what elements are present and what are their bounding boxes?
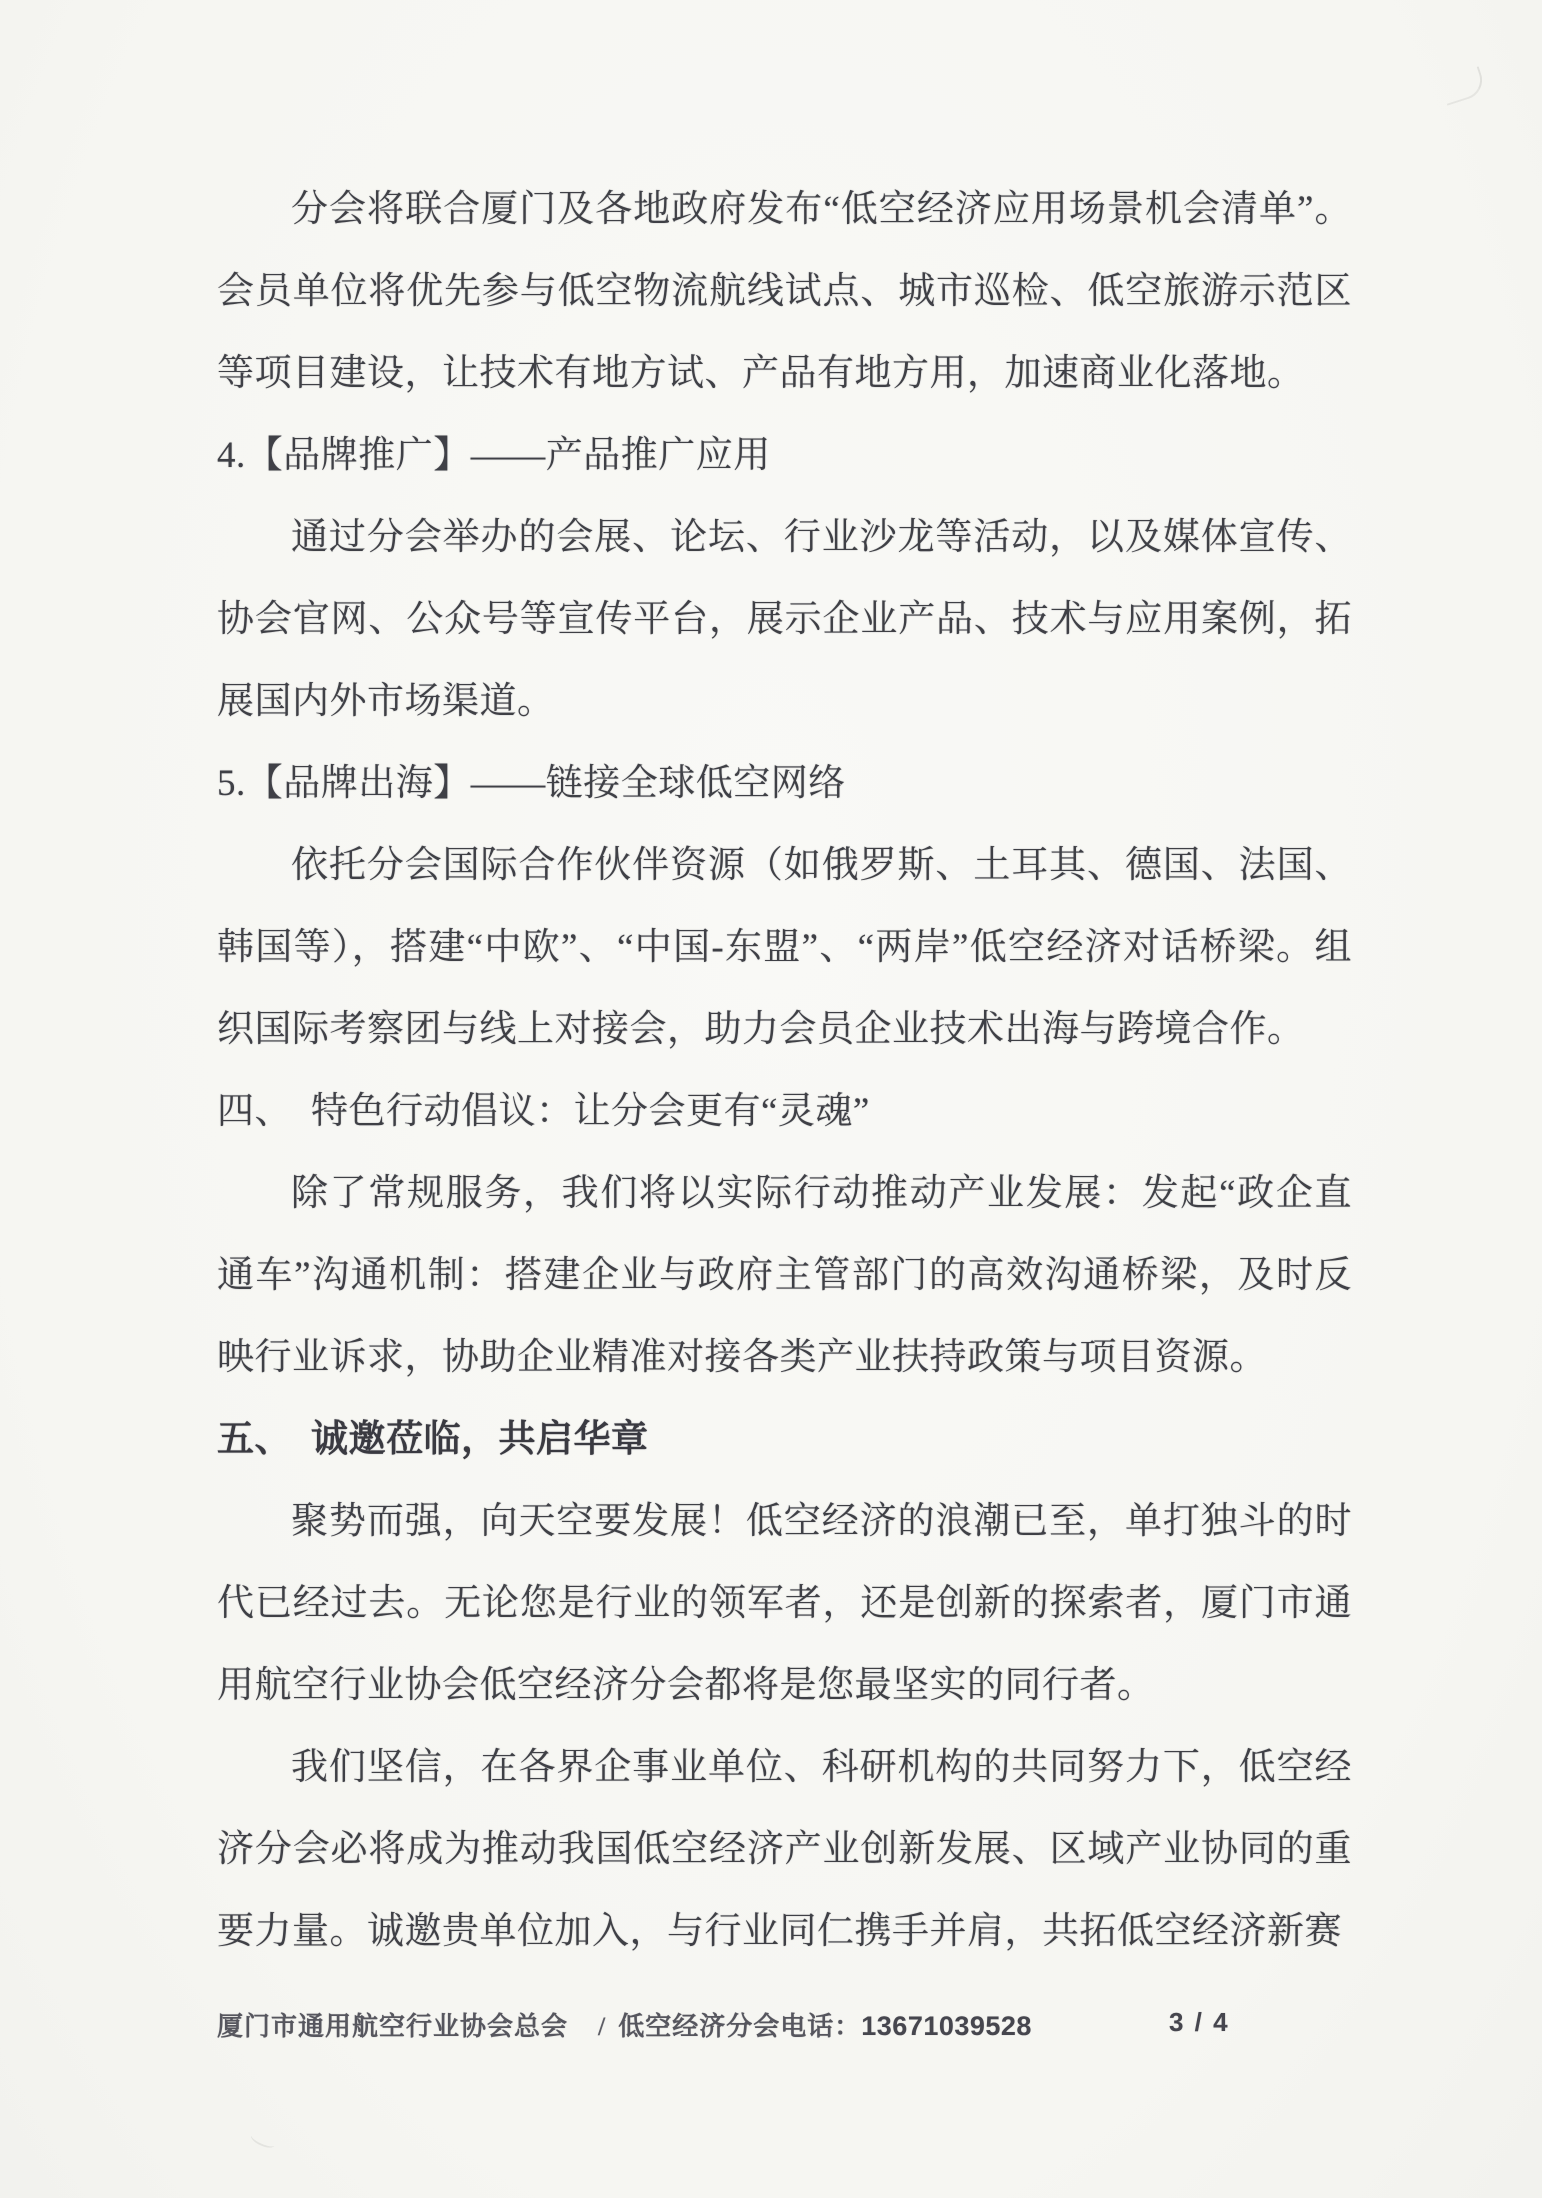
page-number-indicator: 3 / 4 [1169,2007,1230,2037]
heading-special-actions: 四、 特色行动倡议：让分会更有“灵魂” [217,1091,870,1132]
page-footer [217,2006,1387,2050]
scan-smudge-artifact [249,2129,278,2151]
paragraph-brand-promotion: 通过分会举办的会展、论坛、行业沙龙等活动，以及媒体宣传、协会官网、公众号等宣传平台，展示企业产品、技术与应用案例，拓展国内外市场渠道。 [217,517,1352,722]
footer-org-name: 厦门市通用航空行业协会总会 [217,2012,569,2041]
heading-invitation: 五、 诚邀莅临，共启华章 [217,1419,649,1460]
paragraph-special-actions: 除了常规服务，我们将以实际行动推动产业发展：发起“政企直通车”沟通机制：搭建企业与政府主管部门的高效沟通桥梁，及时反映行业诉求，协助企业精准对接各类产业扶持政策与项目资源。 [217,1173,1352,1378]
footer-phone-label: 低空经济分会电话： [618,2012,862,2041]
paragraph-app-scenarios: 分会将联合厦门及各地政府发布“低空经济应用场景机会清单”。会员单位将优先参与低空物流航线试点、城市巡检、低空旅游示范区等项目建设，让技术有地方试、产品有地方用，加速商业化落地。 [217,189,1352,394]
paragraph-brand-overseas: 依托分会国际合作伙伴资源（如俄罗斯、土耳其、德国、法国、韩国等），搭建“中欧”、“中国-东盟”、“两岸”低空经济对话桥梁。组织国际考察团与线上对接会，助力会员企业技术出海与跨境合作。 [217,845,1352,1050]
footer-separator: / [598,2012,607,2041]
scan-crease-artifact [1439,66,1488,106]
footer-phone-number: 13671039528 [861,2011,1032,2041]
heading-brand-promotion: 4.【品牌推广】——产品推广应用 [217,435,771,476]
paragraph-invitation-2: 我们坚信，在各界企事业单位、科研机构的共同努力下，低空经济分会必将成为推动我国低空经济产业创新发展、区域产业协同的重要力量。诚邀贵单位加入，与行业同仁携手并肩，共拓低空经济新赛 [217,1747,1352,1952]
paragraph-invitation-1: 聚势而强，向天空要发展！低空经济的浪潮已至，单打独斗的时代已经过去。无论您是行业的领军者，还是创新的探索者，厦门市通用航空行业协会低空经济分会都将是您最坚实的同行者。 [217,1501,1352,1706]
heading-brand-overseas: 5.【品牌出海】——链接全球低空网络 [217,763,846,804]
document-body [217,169,1352,1973]
